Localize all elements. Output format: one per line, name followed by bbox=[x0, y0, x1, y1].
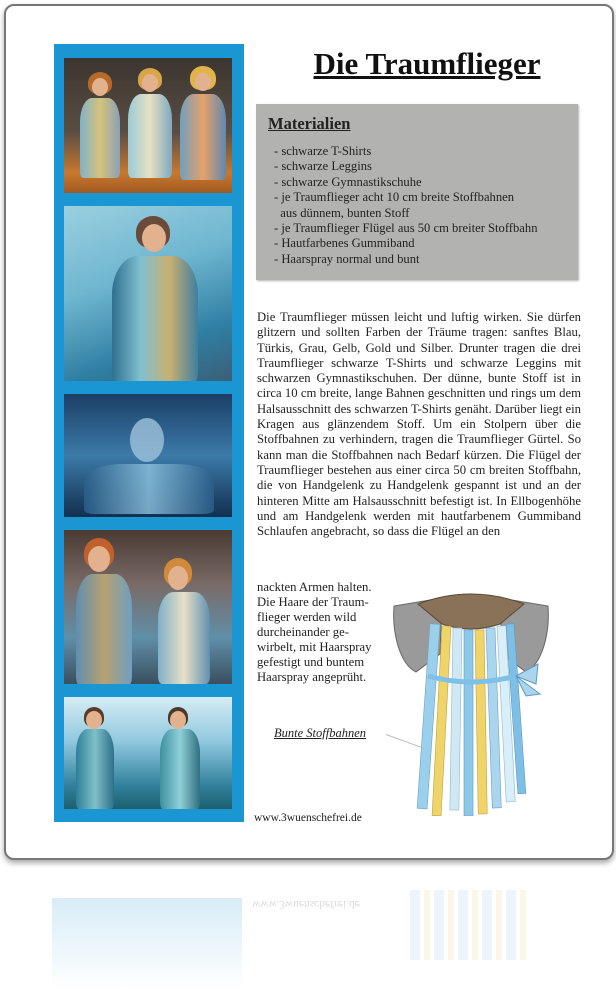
reflection-costume bbox=[410, 890, 530, 960]
body-paragraph: Die Traumflieger müssen leicht und luftig wirken. Sie dürfen glitzern und sollten Farben der Träume tragen: sanftes Blau, Türkis, Grau, Gelb, Gold und Silber. Drunter tragen die drei Traumflieger schwarze T-Shirts und schwarze Leggins mit schwarzen Gymnastikschuhen. Der dünne, bunte Stoff ist in circa 10 cm breite, lange Bahnen geschnitten und rings um dem Halsausschnitt des schwarzen T-Shirts genäht. Darüber liegt ein Kragen aus glänzendem Stoff. Um ein Stolpern über die Stoffbahnen zu verhindern, tragen die Traumflieger Gürtel. So kann man die Stoffbahnen nach Bedarf kürzen. Die Flügel der Traumflieger bestehen aus einer circa 50 cm breiten Stoffbahn, die von Handgelenk zu Handgelenk gespannt ist und an der hinteren Mitte am Halsausschnitt befestigt ist. In Ellbogenhöhe und am Handgelenk werden mit hautfarbenem Gummiband Schlaufen angebracht, so dass die Flügel an den bbox=[257, 310, 581, 539]
illustration-caption: Bunte Stoffbahnen bbox=[274, 726, 366, 740]
stage-photo-1 bbox=[64, 58, 232, 193]
reflection-website: www.3wuenschefrei.de bbox=[252, 898, 360, 910]
materials-box bbox=[256, 104, 578, 280]
reflection-photo-strip bbox=[52, 898, 242, 988]
list-item: - je Traumflieger Flügel aus 50 cm breiter Stoffbahn bbox=[274, 221, 538, 236]
list-item: aus dünnem, bunten Stoff bbox=[274, 205, 410, 220]
document-sheet bbox=[4, 4, 614, 860]
body-line: durcheinander ge- bbox=[257, 625, 349, 639]
performer-face bbox=[130, 418, 164, 462]
costume-illustration bbox=[390, 584, 552, 816]
list-item: - schwarze T-Shirts bbox=[274, 144, 372, 158]
body-line: gefestigt und buntem bbox=[257, 655, 365, 669]
list-item: - schwarze Gymnastikschuhe bbox=[274, 174, 422, 189]
materials-list bbox=[274, 144, 538, 267]
list-item: - Hautfarbenes Gummiband bbox=[274, 236, 415, 251]
body-line: flieger werden wild bbox=[257, 610, 357, 624]
list-item: - Haarspray normal und bunt bbox=[274, 251, 420, 266]
website-url[interactable]: www.3wuenschefrei.de bbox=[254, 812, 362, 824]
body-line: Die Haare der Traum- bbox=[257, 595, 369, 609]
stage-photo-5 bbox=[64, 697, 232, 809]
body-line: Haarspray angeprüht. bbox=[257, 670, 367, 684]
stage-photo-3 bbox=[64, 394, 232, 517]
performer-robe bbox=[84, 464, 214, 514]
body-line: wirbelt, mit Haarspray bbox=[257, 640, 372, 654]
stage-photo-4 bbox=[64, 530, 232, 684]
materials-heading: Materialien bbox=[268, 114, 351, 133]
body-line: nackten Armen halten. bbox=[257, 580, 372, 594]
stage-photo-2 bbox=[64, 206, 232, 381]
fabric-ribbons bbox=[417, 624, 526, 816]
photo-strip bbox=[54, 44, 244, 822]
page-reflection bbox=[0, 868, 616, 1000]
list-item: - je Traumflieger acht 10 cm breite Stoffbahnen bbox=[274, 190, 515, 205]
page-title: Die Traumflieger bbox=[313, 46, 541, 81]
list-item: - schwarze Leggins bbox=[274, 159, 372, 174]
